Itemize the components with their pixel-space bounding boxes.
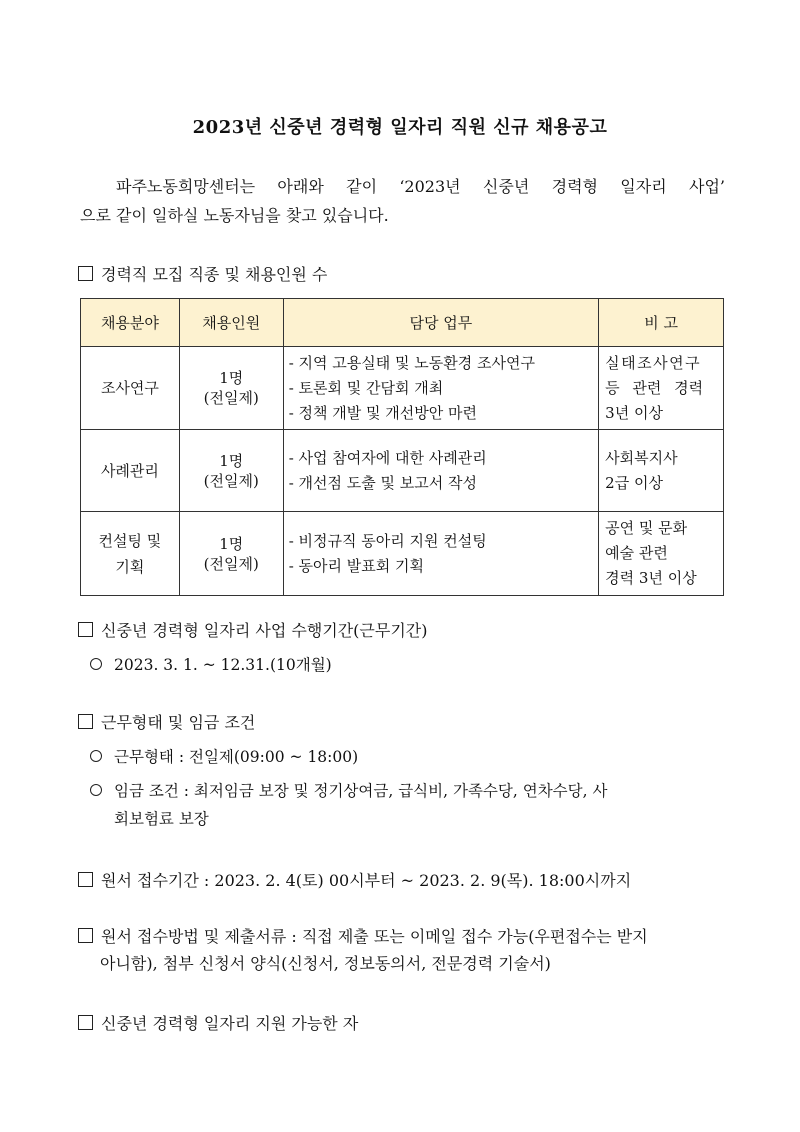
bullet-item (90, 777, 730, 833)
section-application-method (78, 923, 728, 977)
section-period (78, 620, 428, 642)
bullet-item (90, 743, 730, 771)
header-notes: 비 고 (599, 299, 724, 347)
note-line: 실태조사연구 (605, 353, 702, 372)
checkbox-square-icon (78, 714, 93, 729)
cell-field (81, 512, 180, 596)
cell-duties (283, 512, 598, 596)
section-label: 근무형태 및 임금 조건 (101, 713, 256, 732)
circle-bullet-icon (90, 750, 102, 762)
cell-duties (283, 430, 598, 512)
note-line: 경력 3년 이상 (605, 569, 697, 587)
cell-notes (599, 512, 724, 596)
cell-count (179, 347, 283, 430)
section-label: 신중년 경력형 일자리 사업 수행기간(근무기간) (101, 621, 428, 640)
checkbox-square-icon (78, 872, 93, 887)
section-label: 원서 접수기간 : 2023. 2. 4(토) 00시부터 ~ 2023. 2. 9(목). 18:00시까지 (101, 871, 632, 890)
duty-item: - 개선점 도출 및 보고서 작성 (288, 473, 477, 492)
duty-item: - 비정규직 동아리 지원 컨설팅 (288, 531, 487, 550)
circle-bullet-icon (90, 658, 102, 670)
cell-field: 조사연구 (81, 347, 180, 430)
intro-paragraph (80, 172, 725, 230)
page-title: 2023년 신중년 경력형 일자리 직원 신규 채용공고 (192, 117, 608, 138)
note-line: 등 관련 경력 (605, 378, 704, 397)
section-eligibility (78, 1013, 358, 1035)
cell-duties (283, 347, 598, 430)
header-field: 채용분야 (81, 299, 180, 347)
table-row (81, 347, 724, 430)
count-value: 1명 (219, 451, 244, 470)
cell-count (179, 512, 283, 596)
section-label: 원서 접수방법 및 제출서류 : 직접 제출 또는 이메일 접수 가능(우편접수는 받지 (101, 927, 648, 946)
checkbox-square-icon (78, 1015, 93, 1030)
section-label: 신중년 경력형 일자리 지원 가능한 자 (101, 1014, 359, 1033)
table-row (81, 512, 724, 596)
section-recruitment (78, 264, 327, 286)
employment-type: (전일제) (203, 389, 259, 407)
duty-item: - 지역 고용실태 및 노동환경 조사연구 (288, 353, 535, 372)
duty-item: - 정책 개발 및 개선방안 마련 (288, 403, 477, 422)
note-line: 사회복지사 (605, 448, 678, 467)
bullet-text: 2023. 3. 1. ~ 12.31.(10개월) (114, 656, 332, 674)
duty-item: - 동아리 발표회 기획 (288, 556, 424, 575)
count-value: 1명 (219, 369, 244, 387)
intro-line-2: 으로 같이 일하실 노동자님을 찾고 있습니다. (80, 206, 389, 225)
note-line: 공연 및 문화 (605, 519, 688, 537)
field-line: 컨설팅 및 (98, 531, 162, 550)
cell-field: 사례관리 (81, 430, 180, 512)
employment-type: (전일제) (203, 554, 259, 573)
section-label-continued: 아니함), 첨부 신청서 양식(신청서, 정보동의서, 전문경력 기술서) (100, 954, 551, 973)
intro-line-1: 파주노동희망센터는 아래와 같이 ‘2023년 신중년 경력형 일자리 사업’ (116, 177, 725, 196)
recruitment-table (80, 298, 724, 596)
cell-count (179, 430, 283, 512)
note-line: 3년 이상 (605, 403, 663, 422)
duty-item: - 사업 참여자에 대한 사례관리 (288, 448, 487, 467)
count-value: 1명 (219, 534, 244, 553)
cell-notes (599, 430, 724, 512)
bullet-text-continued: 회보험료 보장 (114, 810, 209, 828)
note-line: 예술 관련 (605, 544, 668, 562)
circle-bullet-icon (90, 784, 102, 796)
checkbox-square-icon (78, 266, 93, 281)
section-label: 경력직 모집 직종 및 채용인원 수 (101, 265, 328, 284)
table-header-row (81, 299, 724, 347)
header-duties: 담당 업무 (283, 299, 598, 347)
duty-item: - 토론회 및 간담회 개최 (288, 378, 444, 397)
bullet-text: 임금 조건 : 최저임금 보장 및 정기상여금, 급식비, 가족수당, 연차수당, 사 (114, 782, 608, 800)
field-line: 기획 (115, 557, 145, 576)
employment-type: (전일제) (203, 471, 259, 490)
section-conditions (78, 712, 255, 734)
section-application-period (78, 870, 631, 892)
header-count: 채용인원 (179, 299, 283, 347)
checkbox-square-icon (78, 622, 93, 637)
cell-notes (599, 347, 724, 430)
bullet-text: 근무형태 : 전일제(09:00 ~ 18:00) (114, 748, 359, 766)
bullet-item (90, 651, 730, 679)
note-line: 2급 이상 (605, 473, 663, 492)
checkbox-square-icon (78, 928, 93, 943)
table-row (81, 430, 724, 512)
